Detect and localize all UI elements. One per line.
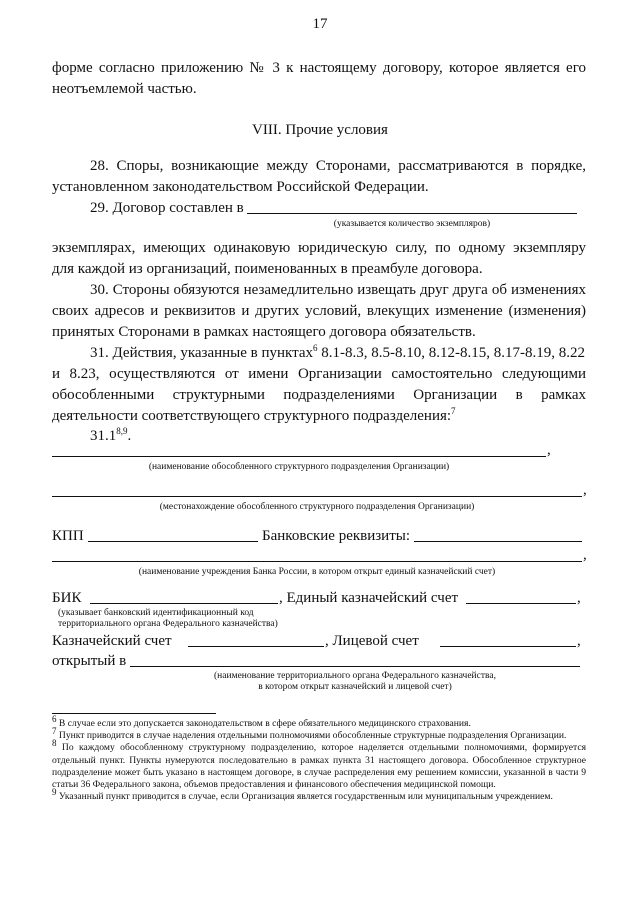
clause-31-line-1: 31. Действия, указанные в пунктах$^6$ 8.1-8.3, 8.5-8.10, 8.12-8.15, 8.17-8.19, 8.22	[90, 343, 586, 361]
comma: ,	[583, 482, 587, 498]
unit-name-blank	[52, 456, 546, 457]
section-title: VIII. Прочие условия	[252, 122, 388, 138]
footnote-6: $^6$ В случае если это допускается законодательством в сфере обязательного медицинского страхования.	[52, 713, 471, 729]
clause-31-line-2: и 8.23, осуществляются от имени Организации самостоятельно следующими	[52, 366, 586, 382]
comma: ,	[577, 633, 581, 649]
single-treasury-account-label: , Единый казначейский счет	[279, 590, 459, 606]
opened-in-caption-line-2: в котором открыт казначейский и лицевой счет)	[258, 682, 452, 692]
clause-31-line-4: деятельности соответствующего структурного подразделения:$^7$	[52, 406, 456, 424]
intro-line-1: форме согласно приложению № 3 к настоящему договору, которое является его	[52, 60, 586, 76]
copies-count-blank	[247, 213, 577, 214]
footnote-8: $^8$ По каждому обособленному структурному подразделению, которое наделяется отдельными полномочиями, формируется отдельный пункт. Пункты нумеруются последовательно в рамках пункта 31 настоящего договора. Обособленное структурное подразделение может быть указано в настоящем договоре, в случае распределения ему решением комиссии, указанной в части 9 статьи 36 Федерального закона, объемов предоставления и финансового обеспечения медицинской помощи.	[52, 738, 586, 791]
footnote-9: $^9$ Указанный пункт приводится в случае, если Организация является государственным или муниципальным учреждением.	[52, 787, 553, 803]
comma: ,	[577, 590, 581, 606]
clause-30-line-2: своих адресов и реквизитов и других условий, влекущих изменение (изменения)	[52, 303, 586, 319]
bik-caption-line-2: территориального органа Федерального казначейства)	[58, 619, 278, 629]
clause-29-line-1: экземплярах, имеющих одинаковую юридическую силу, по одному экземпляру	[52, 240, 586, 256]
bank-details-blank	[414, 541, 582, 542]
kpp-blank	[88, 541, 258, 542]
bank-name-caption: (наименование учреждения Банка России, в котором открыт единый казначейский счет)	[138, 567, 496, 577]
opened-in-caption-line-1: (наименование территориального органа Федерального казначейства,	[214, 671, 496, 681]
opened-in-label: открытый в	[52, 653, 127, 669]
clause-29-lead: 29. Договор составлен в	[90, 200, 244, 216]
unit-name-caption: (наименование обособленного структурного подразделения Организации)	[148, 462, 450, 472]
treasury-account-blank	[188, 646, 324, 647]
footnotes	[52, 713, 586, 803]
unit-location-blank	[52, 496, 582, 497]
clause-31-1-label: 31.1$^{8,9}$.	[90, 426, 132, 444]
bik-caption-line-1: (указывает банковский идентификационный код	[58, 608, 254, 618]
single-treasury-account-blank	[466, 603, 576, 604]
treasury-account-label: Казначейский счет	[52, 633, 172, 649]
comma: ,	[583, 547, 587, 563]
personal-account-label: , Лицевой счет	[325, 633, 419, 649]
unit-location-caption: (местонахождение обособленного структурного подразделения Организации)	[159, 502, 475, 512]
copies-count-caption: (указывается количество экземпляров)	[333, 219, 491, 229]
clause-31-line-3: обособленными структурными подразделениями Организации в рамках	[52, 387, 586, 403]
clause-30-line-1: 30. Стороны обязуются незамедлительно извещать друг друга об изменениях	[90, 282, 586, 298]
footnote-ref-8-9: 8,9	[116, 426, 128, 436]
personal-account-blank	[440, 646, 576, 647]
clause-29-line-2: для каждой из организаций, поименованных в преамбуле договора.	[52, 261, 483, 277]
clause-28-line-1: 28. Споры, возникающие между Сторонами, рассматриваются в порядке,	[90, 158, 586, 174]
comma: ,	[547, 442, 551, 458]
kpp-label: КПП	[52, 528, 84, 544]
bik-blank	[90, 603, 278, 604]
bank-name-blank	[52, 561, 582, 562]
clause-30-line-3: принятых Сторонами в рамках настоящего договора обязательств.	[52, 324, 476, 340]
intro-line-2: неотъемлемой частью.	[52, 81, 197, 97]
footnote-ref-7: 7	[451, 406, 456, 416]
opened-in-blank	[130, 666, 580, 667]
footnote-ref-6: 6	[313, 343, 318, 353]
clause-28-line-2: установленном законодательством Российской Федерации.	[52, 179, 429, 195]
bik-label: БИК	[52, 590, 82, 606]
bank-details-label: Банковские реквизиты:	[262, 528, 411, 544]
footnote-7: $^7$ Пункт приводится в случае наделения отдельными полномочиями обособленные структурные подразделения Организации.	[52, 726, 567, 742]
page-number: 17	[312, 16, 328, 32]
footnote-separator	[52, 713, 216, 714]
